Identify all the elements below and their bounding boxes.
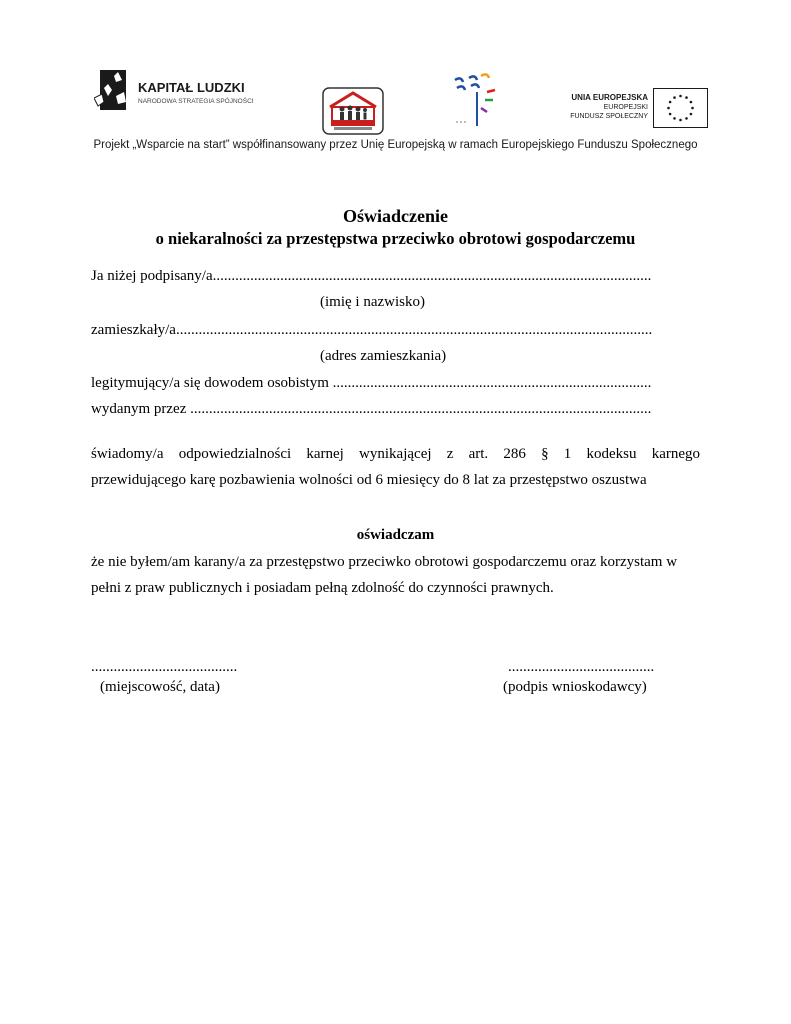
eu-logo-line3: FUNDUSZ SPOŁECZNY: [570, 113, 648, 120]
eu-logo: [560, 87, 710, 129]
document-title: Oświadczenie: [343, 206, 448, 226]
kapital-ludzki-emblem-icon: [94, 68, 132, 114]
signature-left-dots: .......................................: [91, 659, 238, 675]
efs-figure-logo: [447, 70, 503, 132]
declare-line-1: że nie byłem/am karany/a za przestępstwo przeciwko obrotowi gospodarczemu oraz korzystam w: [91, 554, 678, 570]
eu-logo-line1: UNIA EUROPEJSKA: [571, 93, 648, 102]
field-issued-line: wydanym przez ...........................................................................................................................: [91, 401, 652, 417]
project-funding-line: Projekt „Wsparcie na start” współfinansowany przez Unię Europejską w ramach Europejskiego Funduszu Społecznego: [93, 139, 698, 151]
declare-heading: oświadczam: [356, 527, 435, 543]
efs-figure-icon: [447, 70, 503, 132]
eu-flag-icon: [653, 88, 708, 128]
house-people-icon: [322, 87, 384, 135]
kapital-ludzki-logo: [94, 68, 254, 114]
field-address-caption: (adres zamieszkania): [320, 348, 447, 364]
field-name-line: Ja niżej podpisany/a.....................................................................................................................: [91, 268, 652, 284]
signature-right-caption: (podpis wnioskodawcy): [503, 679, 647, 695]
document-subtitle: o niekaralności za przestępstwa przeciwko obrotowi gospodarczemu: [155, 229, 636, 248]
declare-line-2: pełni z praw publicznych i posiadam pełną zdolność do czynności prawnych.: [91, 580, 554, 596]
field-address-line: zamieszkały/a...............................................................................................................................: [91, 322, 653, 338]
project-house-logo: [322, 87, 384, 135]
field-id-line: legitymujący/a się dowodem osobistym .....................................................................................: [91, 375, 652, 391]
signature-left-caption: (miejscowość, data): [100, 679, 220, 695]
kapital-ludzki-title: KAPITAŁ LUDZKI: [138, 80, 245, 95]
kapital-ludzki-subtitle: NARODOWA STRATEGIA SPÓJNOŚCI: [138, 98, 254, 105]
awareness-line-1: świadomy/a odpowiedzialności karnej wynikającej z art. 286 § 1 kodeksu karnego: [91, 446, 700, 462]
signature-right-dots: .......................................: [508, 659, 655, 675]
field-name-caption: (imię i nazwisko): [320, 294, 425, 310]
awareness-line-2: przewidującego karę pozbawienia wolności od 6 miesięcy do 8 lat za przestępstwo oszustwa: [91, 472, 647, 488]
eu-logo-line2: EUROPEJSKI: [603, 104, 648, 111]
